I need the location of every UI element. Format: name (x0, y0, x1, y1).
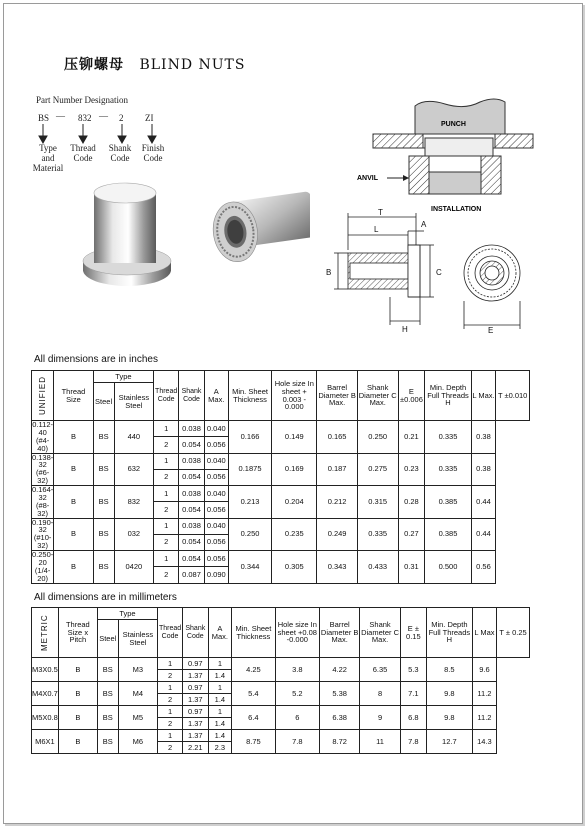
mm-spec-table (31, 607, 530, 754)
header-steel: Steel (97, 620, 118, 658)
steel-type-cell: B (54, 486, 93, 519)
shank-code-cell: 1 (154, 421, 179, 437)
l-cell: 0.335 (425, 421, 471, 454)
punch-label: PUNCH (441, 121, 466, 128)
t-cell: 0.38 (471, 421, 496, 454)
hole-cell: 0.166 (228, 421, 272, 454)
min-sheet-cell: 0.056 (204, 534, 228, 550)
header-a-max: A Max. (204, 371, 228, 421)
e-cell: 0.315 (357, 486, 398, 519)
title-english: BLIND NUTS (139, 57, 246, 73)
inch-spec-table (31, 370, 530, 584)
l-cell: 0.335 (425, 453, 471, 486)
code-type: BS (38, 113, 50, 123)
a-max-cell: 1.37 (182, 730, 208, 742)
shank-code-cell: 1 (154, 551, 179, 567)
label-thread-code: Thread Code (70, 143, 96, 163)
l-cell: 0.500 (425, 551, 471, 584)
thread-size-cell: 0.138-32 (#6-32) (32, 452, 54, 486)
dim-label-a: A (421, 220, 427, 229)
a-max-cell: 1.37 (182, 694, 208, 706)
steel-type-cell: B (54, 551, 93, 584)
header-hole-size: Hole size In sheet + 0.003 - 0.000 (272, 371, 317, 421)
dim-label-t: T (378, 208, 383, 217)
a-max-cell: 0.054 (179, 534, 205, 550)
header-min-sheet: Min. Sheet Thickness (228, 371, 272, 421)
t-cell: 9.6 (472, 658, 496, 682)
header-hole-size: Hole size In sheet +0.08 -0.000 (275, 608, 319, 658)
blind-nut-photos (80, 175, 310, 310)
min-sheet-cell: 1 (208, 682, 232, 694)
header-shank: Shank Diameter C Max. (357, 371, 398, 421)
barrel-cell: 5.2 (275, 682, 319, 706)
min-sheet-cell: 0.040 (204, 453, 228, 469)
t-cell: 11.2 (472, 682, 496, 706)
hole-cell: 5.4 (232, 682, 275, 706)
hole-cell: 8.75 (232, 730, 275, 754)
shank-cell: 8.72 (320, 730, 360, 754)
thread-code-cell: M4 (118, 682, 157, 706)
barrel-cell: 0.305 (272, 551, 317, 584)
e-cell: 6.35 (360, 658, 400, 682)
thread-code-cell: 440 (114, 421, 154, 454)
hole-cell: 0.213 (228, 486, 272, 519)
shank-cell: 0.165 (317, 421, 358, 454)
thread-size-cell: 0.164-32 (#8-32) (32, 485, 54, 518)
steel-type-cell: B (58, 706, 97, 730)
shank-code-cell: 2 (154, 437, 179, 453)
dim-label-e: E (488, 326, 494, 335)
stainless-type-cell: BS (97, 730, 118, 754)
e-cell: 11 (360, 730, 400, 754)
part-number-heading: Part Number Designation (36, 95, 128, 105)
nut-photo-front (209, 191, 310, 265)
table-row (32, 682, 530, 694)
table-row (32, 486, 530, 502)
dim-label-l: L (374, 225, 379, 234)
shank-code-cell: 2 (154, 534, 179, 550)
header-shank-code: Shank Code (182, 608, 208, 658)
thread-code-cell: 632 (114, 453, 154, 486)
l-cell: 9.8 (426, 682, 472, 706)
t-cell: 0.44 (471, 518, 496, 551)
shank-cell: 0.249 (317, 518, 358, 551)
e-cell: 9 (360, 706, 400, 730)
installation-label: INSTALLATION (431, 206, 482, 213)
min-sheet-cell: 0.056 (204, 502, 228, 518)
header-steel: Steel (93, 383, 114, 421)
l-cell: 0.385 (425, 486, 471, 519)
h-cell: 0.21 (398, 421, 425, 454)
label-finish-code: Finish Code (141, 143, 165, 163)
dim-label-c: C (436, 268, 442, 277)
hole-cell: 6.4 (232, 706, 275, 730)
a-max-cell: 0.054 (179, 551, 205, 567)
hole-cell: 0.344 (228, 551, 272, 584)
thread-size-cell: M4X0.7 (32, 682, 59, 706)
header-t: T ± 0.25 (497, 608, 530, 658)
h-cell: 5.3 (400, 658, 426, 682)
a-max-cell: 0.087 (179, 567, 205, 583)
a-max-cell: 0.038 (179, 453, 205, 469)
stainless-type-cell: BS (93, 453, 114, 486)
barrel-cell: 3.8 (275, 658, 319, 682)
thread-code-cell: 832 (114, 486, 154, 519)
min-sheet-cell: 2.3 (208, 742, 232, 754)
e-cell: 0.433 (357, 551, 398, 584)
header-barrel: Barrel Diameter B Max. (317, 371, 358, 421)
thread-size-cell: 0.112-40 (#4-40) (32, 420, 53, 453)
header-e: E ± 0.15 (400, 608, 426, 658)
shank-code-cell: 1 (154, 453, 179, 469)
steel-type-cell: B (54, 453, 93, 486)
thread-size-cell: 0.250-20 (1/4-20) (32, 550, 54, 583)
header-thread-size: Thread Size x Pitch (58, 608, 97, 658)
a-max-cell: 0.038 (179, 518, 205, 534)
label-shank-code: Shank Code (108, 143, 132, 163)
barrel-cell: 0.204 (272, 486, 317, 519)
a-max-cell: 0.054 (179, 469, 205, 485)
shank-cell: 0.343 (317, 551, 358, 584)
header-shank: Shank Diameter C Max. (360, 608, 400, 658)
min-sheet-cell: 1.4 (208, 730, 232, 742)
thread-code-cell: 032 (114, 518, 154, 551)
a-max-cell: 0.97 (182, 682, 208, 694)
shank-cell: 6.38 (320, 706, 360, 730)
thread-code-cell: M6 (118, 730, 157, 754)
min-sheet-cell: 0.056 (204, 551, 228, 567)
thread-size-cell: M3X0.5 (32, 658, 59, 682)
header-type: Type (97, 608, 157, 620)
min-sheet-cell: 1 (208, 706, 232, 718)
min-sheet-cell: 0.056 (204, 437, 228, 453)
shank-code-cell: 2 (158, 742, 183, 754)
t-cell: 11.2 (472, 706, 496, 730)
shank-cell: 0.212 (317, 486, 358, 519)
steel-type-cell: B (58, 682, 97, 706)
barrel-cell: 6 (275, 706, 319, 730)
h-cell: 0.23 (398, 453, 425, 486)
hole-cell: 0.1875 (228, 453, 272, 486)
header-barrel: Barrel Diameter B Max. (320, 608, 360, 658)
code-thread: 832 (78, 113, 92, 123)
barrel-cell: 7.8 (275, 730, 319, 754)
dimension-drawing (320, 205, 535, 335)
l-cell: 12.7 (426, 730, 472, 754)
a-max-cell: 2.21 (182, 742, 208, 754)
header-thread-code: Thread Code (158, 608, 183, 658)
min-sheet-cell: 0.040 (204, 486, 228, 502)
header-depth: Min. Depth Full Threads H (426, 608, 472, 658)
a-max-cell: 0.97 (182, 706, 208, 718)
a-max-cell: 1.37 (182, 670, 208, 682)
a-max-cell: 0.038 (179, 486, 205, 502)
h-cell: 7.1 (400, 682, 426, 706)
barrel-cell: 0.149 (272, 421, 317, 454)
h-cell: 6.8 (400, 706, 426, 730)
mm-table-caption: All dimensions are in millimeters (34, 592, 177, 603)
a-max-cell: 0.038 (179, 421, 205, 437)
code-shank: 2 (119, 113, 124, 123)
header-l: L Max. (471, 371, 496, 421)
table-row (32, 453, 530, 469)
header-depth: Min. Depth Full Threads H (425, 371, 471, 421)
min-sheet-cell: 1 (208, 658, 232, 670)
shank-code-cell: 2 (154, 502, 179, 518)
header-stainless: Stainless Steel (118, 620, 157, 658)
stainless-type-cell: BS (93, 551, 114, 584)
metric-side-label: METRIC (32, 608, 59, 658)
min-sheet-cell: 1.4 (208, 694, 232, 706)
table-row (32, 706, 530, 718)
e-cell: 0.335 (357, 518, 398, 551)
anvil-label: ANVIL (357, 175, 378, 182)
h-cell: 0.27 (398, 518, 425, 551)
steel-type-cell: B (54, 421, 93, 454)
a-max-cell: 0.054 (179, 437, 205, 453)
stainless-type-cell: BS (93, 486, 114, 519)
steel-type-cell: B (58, 658, 97, 682)
dim-label-b: B (326, 268, 332, 277)
l-cell: 9.8 (426, 706, 472, 730)
min-sheet-cell: 0.040 (204, 518, 228, 534)
thread-size-cell: 0.190-32 (#10-32) (32, 517, 54, 551)
header-thread-code: Thread Code (154, 371, 179, 421)
designation-arrows (30, 122, 170, 144)
header-a-max: A Max. (208, 608, 232, 658)
shank-code-cell: 1 (154, 486, 179, 502)
shank-code-cell: 1 (154, 518, 179, 534)
min-sheet-cell: 1.4 (208, 718, 232, 730)
e-cell: 0.250 (357, 421, 398, 454)
min-sheet-cell: 0.040 (204, 421, 228, 437)
t-cell: 0.56 (471, 551, 496, 584)
t-cell: 0.44 (471, 486, 496, 519)
thread-size-cell: M6X1 (32, 730, 59, 754)
stainless-type-cell: BS (93, 421, 114, 454)
shank-code-cell: 2 (158, 694, 183, 706)
l-cell: 0.385 (425, 518, 471, 551)
a-max-cell: 1.37 (182, 718, 208, 730)
thread-code-cell: 0420 (114, 551, 154, 584)
stainless-type-cell: BS (93, 518, 114, 551)
header-type: Type (93, 371, 154, 383)
hole-cell: 4.25 (232, 658, 275, 682)
steel-type-cell: B (54, 518, 93, 551)
e-cell: 8 (360, 682, 400, 706)
separator-2: — (99, 111, 108, 121)
steel-type-cell: B (58, 730, 97, 754)
min-sheet-cell: 0.056 (204, 469, 228, 485)
h-cell: 0.31 (398, 551, 425, 584)
header-stainless: Stainless Steel (114, 383, 154, 421)
shank-code-cell: 1 (158, 706, 183, 718)
title-chinese: 压铆螺母 (64, 57, 124, 73)
shank-cell: 0.187 (317, 453, 358, 486)
table-row (32, 421, 530, 437)
shank-cell: 4.22 (320, 658, 360, 682)
thread-size-cell: M5X0.8 (32, 706, 59, 730)
thread-code-cell: M3 (118, 658, 157, 682)
code-finish: ZI (145, 113, 154, 123)
nut-photo-side (83, 183, 171, 286)
dim-label-h: H (402, 325, 408, 334)
shank-cell: 5.38 (320, 682, 360, 706)
h-cell: 0.28 (398, 486, 425, 519)
table-row (32, 518, 530, 534)
a-max-cell: 0.97 (182, 658, 208, 670)
header-shank-code: Shank Code (179, 371, 205, 421)
shank-code-cell: 1 (158, 658, 183, 670)
label-type-material: Type and Material (32, 143, 64, 173)
shank-code-cell: 2 (154, 567, 179, 583)
header-min-sheet: Min. Sheet Thickness (232, 608, 275, 658)
stainless-type-cell: BS (97, 682, 118, 706)
unified-side-label: UNIFIED (32, 371, 54, 421)
shank-code-cell: 1 (158, 682, 183, 694)
min-sheet-cell: 0.090 (204, 567, 228, 583)
inch-table-caption: All dimensions are in inches (34, 354, 158, 365)
barrel-cell: 0.235 (272, 518, 317, 551)
table-row (32, 658, 530, 670)
h-cell: 7.8 (400, 730, 426, 754)
shank-code-cell: 2 (158, 718, 183, 730)
header-e: E ±0.006 (398, 371, 425, 421)
page-title (64, 54, 245, 74)
barrel-cell: 0.169 (272, 453, 317, 486)
thread-code-cell: M5 (118, 706, 157, 730)
table-row (32, 730, 530, 742)
l-cell: 8.5 (426, 658, 472, 682)
hole-cell: 0.250 (228, 518, 272, 551)
separator-1: — (56, 111, 65, 121)
t-cell: 14.3 (472, 730, 496, 754)
shank-code-cell: 1 (158, 730, 183, 742)
shank-code-cell: 2 (154, 469, 179, 485)
min-sheet-cell: 1.4 (208, 670, 232, 682)
t-cell: 0.38 (471, 453, 496, 486)
header-t: T ±0.010 (496, 371, 530, 421)
header-thread-size: Thread Size (54, 371, 93, 421)
shank-code-cell: 2 (158, 670, 183, 682)
e-cell: 0.275 (357, 453, 398, 486)
stainless-type-cell: BS (97, 706, 118, 730)
a-max-cell: 0.054 (179, 502, 205, 518)
table-row (32, 551, 530, 567)
stainless-type-cell: BS (97, 658, 118, 682)
header-l: L Max (472, 608, 496, 658)
